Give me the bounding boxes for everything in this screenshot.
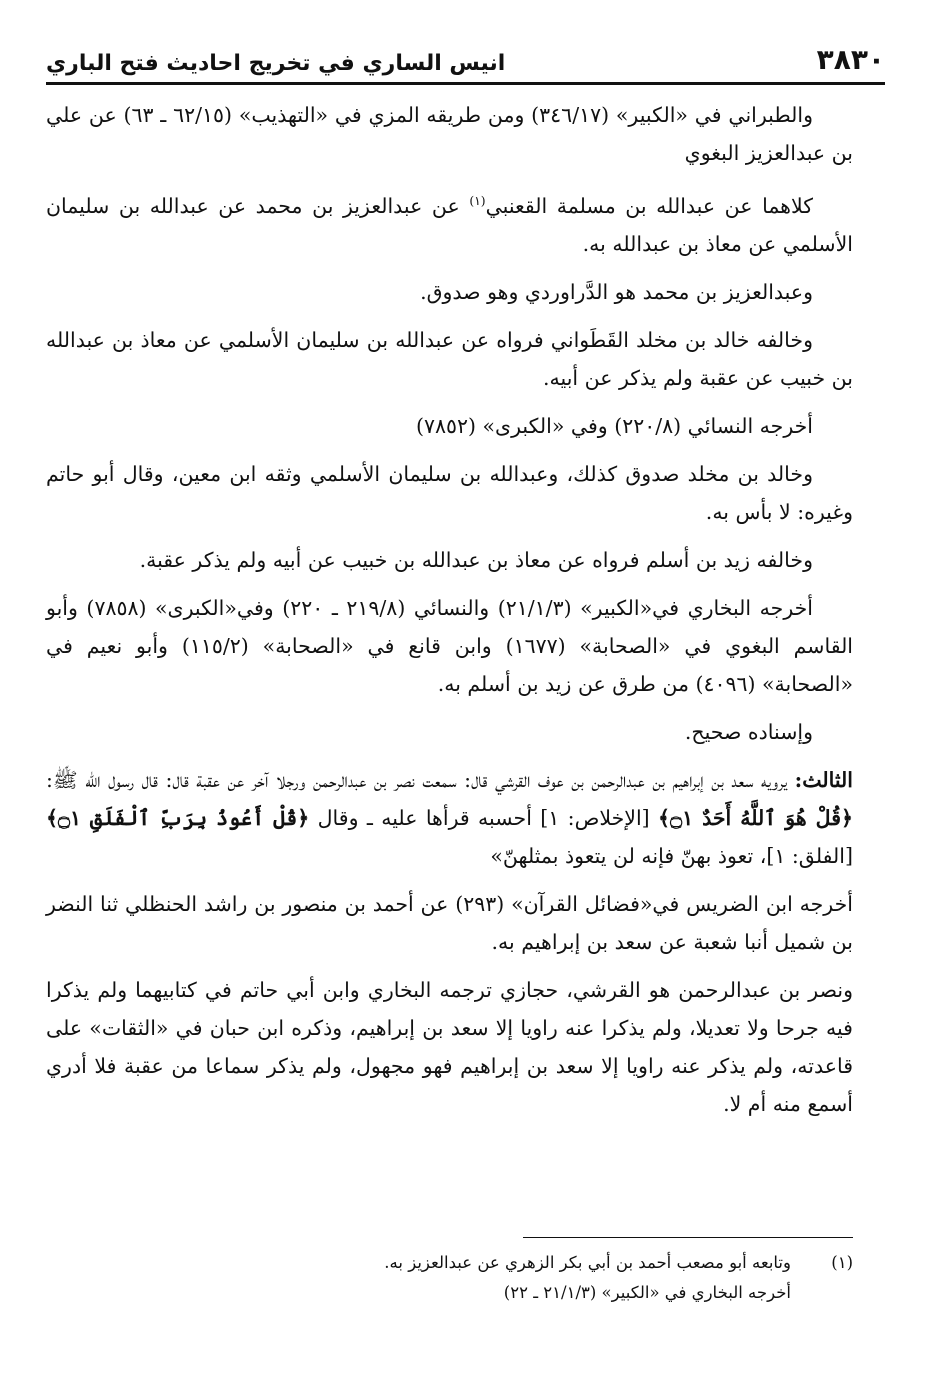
- quran-verse-falaq: ﴿قُلْ أَعُوذُ بِرَبِّ ٱلْفَلَقِ ۝١﴾: [46, 805, 310, 830]
- paragraph-10: [46, 761, 853, 875]
- paragraph-2-text-b: عن عبدالعزيز بن محمد عن عبدالله بن سليمان الأسلمي عن معاذ بن عبدالله به.: [46, 193, 853, 256]
- paragraph-3: وعبدالعزيز بن محمد هو الدَّراوردي وهو صدوق.: [420, 279, 813, 304]
- paragraph-8: أخرجه البخاري في«الكبير» (٢١/١/٣) والنسائي (٢١٩/٨ ـ ٢٢٠) وفي«الكبرى» (٧٨٥٨) وأبو القاسم البغوي في «الصحابة» (١٦٧٧) وابن قانع في «الصحابة» (١١٥/٢) وأبو نعيم في «الصحابة» (٤٠٩٦) من طرق عن زيد بن أسلم به.: [46, 595, 854, 696]
- footnote-1-line-1: وتابعه أبو مصعب أحمد بن أبي بكر الزهري عن عبدالعزيز به.: [384, 1253, 791, 1272]
- footnotes: [46, 1248, 853, 1308]
- paragraph-4: وخالفه خالد بن مخلد القَطَواني فرواه عن عبدالله بن سليمان الأسلمي عن معاذ بن عبدالله بن خبيب عن عقبة ولم يذكر عن أبيه.: [46, 327, 853, 390]
- footnote-indent: [813, 1278, 853, 1308]
- page-header: [46, 30, 885, 76]
- main-text: [46, 96, 853, 1133]
- quran-verse-ikhlas: ﴿قُلْ هُوَ ٱللَّهُ أَحَدٌ ۝١﴾: [658, 805, 853, 830]
- paragraph-10-text-c: [الفلق: ١]، تعوذ بهنّ فإنه لن يتعوذ بمثلهنّ»: [490, 843, 853, 868]
- paragraph-9: وإسناده صحيح.: [684, 719, 813, 744]
- footnote-1-continuation: [46, 1278, 853, 1308]
- paragraph-10-text-a: يرويه سعد بن إبراهيم بن عبدالرحمن بن عوف القرشي قال: سمعت نصر بن عبدالرحمن ورجلا آخر عن عقبة قال: قال رسول الله ﷺ:: [46, 767, 795, 792]
- paragraph-1: والطبراني في «الكبير» (٣٤٦/١٧) ومن طريقه المزي في «التهذيب» (٦٢/١٥ ـ ٦٣) عن علي بن عبدالعزيز البغوي: [46, 103, 853, 165]
- header-divider: [46, 82, 885, 85]
- paragraph-12: ونصر بن عبدالرحمن هو القرشي، حجازي ترجمه البخاري وابن أبي حاتم في كتابيهما ولم يذكرا فيه جرحا ولا تعديلا، ولم يذكرا عنه راويا إلا سعد بن إبراهيم، وذكره ابن حبان في «الثقات» على قاعدته، ولم يذكر عنه راويا إلا سعد بن إبراهيم فهو مجهول، ولم يذكر سماعا من عقبة فلا أدري أسمع منه أم لا.: [46, 977, 853, 1116]
- paragraph-2: [46, 182, 853, 263]
- paragraph-2-text-a: كلاهما عن عبدالله بن مسلمة القعنبي: [485, 193, 813, 218]
- footnote-reference[interactable]: (١): [469, 194, 486, 208]
- section-lead: الثالث:: [794, 767, 853, 792]
- footnote-1-line-2: أخرجه البخاري في «الكبير» (٢١/١/٣ ـ ٢٢): [503, 1283, 791, 1302]
- footnote-mark: (١): [831, 1253, 853, 1272]
- paragraph-7: وخالفه زيد بن أسلم فرواه عن معاذ بن عبدالله بن خبيب عن أبيه ولم يذكر عقبة.: [139, 547, 813, 572]
- footnote-divider: [523, 1237, 853, 1238]
- running-title: انيس الساري في تخريج احاديث فتح الباري: [46, 51, 506, 76]
- footnote-1: [46, 1248, 853, 1278]
- paragraph-5: أخرجه النسائي (٢٢٠/٨) وفي «الكبرى» (٧٨٥٢): [415, 413, 813, 438]
- paragraph-11: أخرجه ابن الضريس في«فضائل القرآن» (٢٩٣) عن أحمد بن منصور بن راشد الحنظلي ثنا النضر بن شميل أنبا شعبة عن سعد بن إبراهيم به.: [46, 891, 853, 954]
- page-number: ٣٨٣٠: [816, 43, 885, 76]
- paragraph-10-text-b: [الإخلاص: ١] أحسبه قرأها عليه ـ وقال: [309, 805, 659, 830]
- paragraph-6: وخالد بن مخلد صدوق كذلك، وعبدالله بن سليمان الأسلمي وثقه ابن معين، وقال أبو حاتم وغيره: لا بأس به.: [46, 461, 853, 524]
